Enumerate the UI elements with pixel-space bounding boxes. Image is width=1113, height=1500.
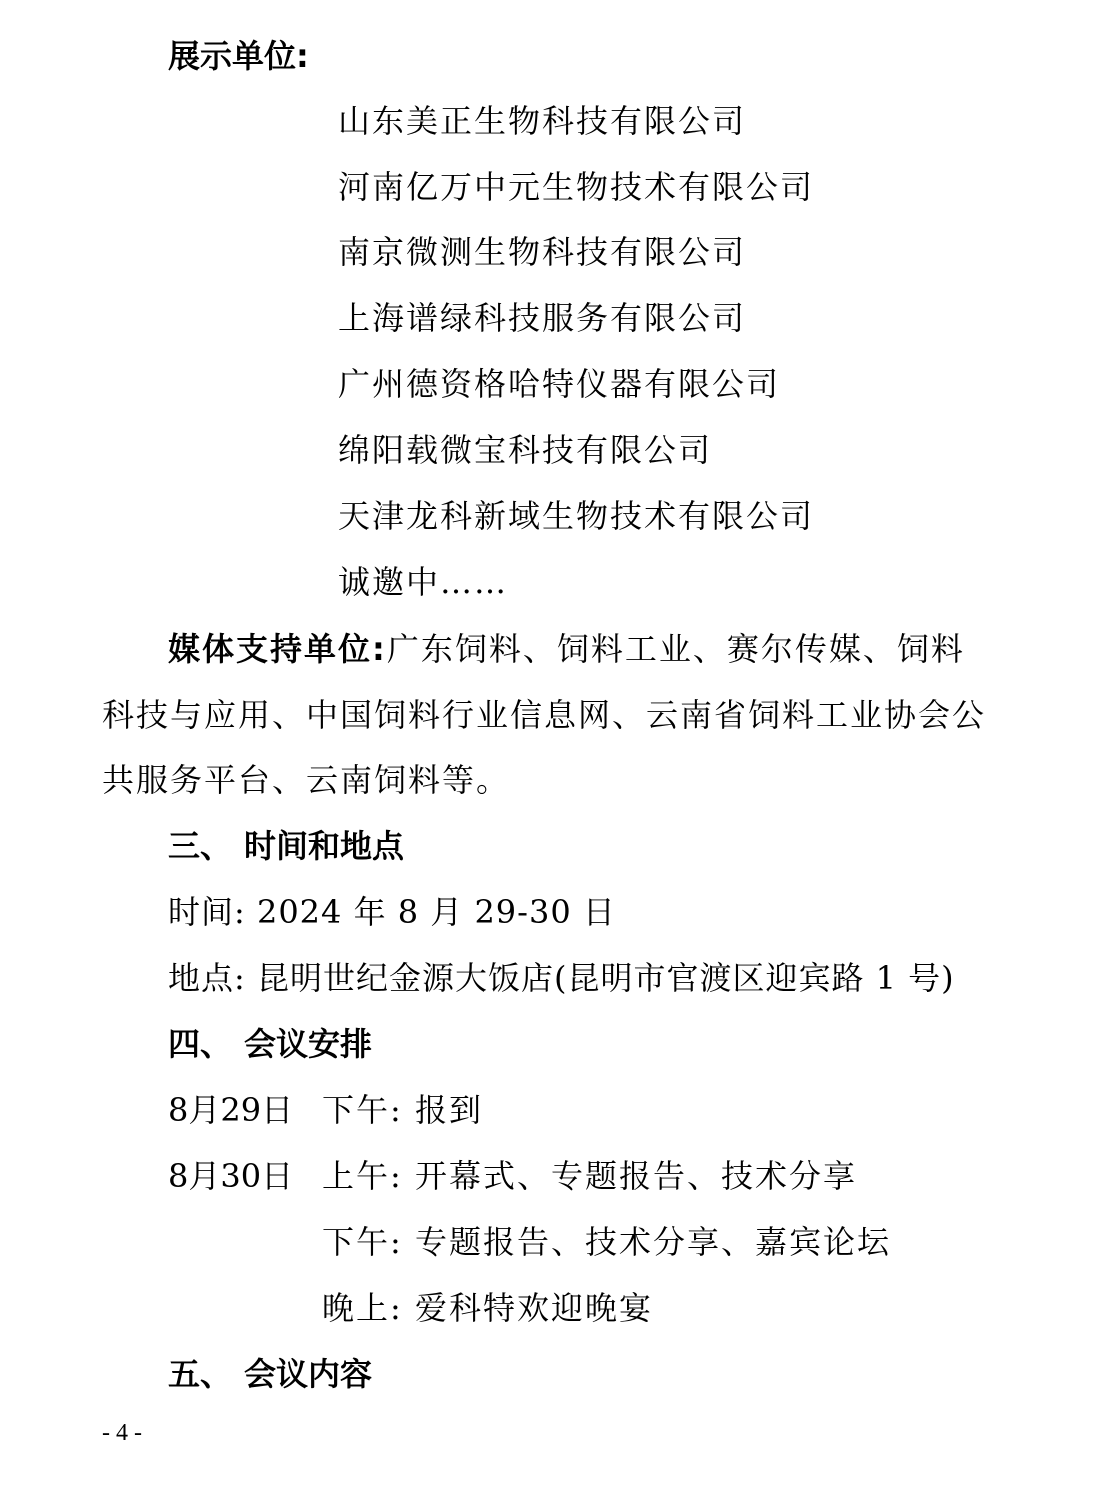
schedule-date-day1: 8月29日 bbox=[168, 1091, 294, 1129]
section-3-heading bbox=[168, 826, 404, 866]
exhibitor-item: 山东美正生物科技有限公司 bbox=[338, 102, 747, 140]
schedule-day2-morning: 上午: 开幕式、专题报告、技术分享 bbox=[322, 1157, 857, 1195]
exhibitor-item: 南京微测生物科技有限公司 bbox=[338, 233, 747, 271]
exhibitor-item: 绵阳载微宝科技有限公司 bbox=[338, 431, 713, 469]
exhibitor-item: 广州德资格哈特仪器有限公司 bbox=[338, 365, 781, 403]
section-5-heading bbox=[168, 1354, 372, 1394]
section-3-number: 三、 bbox=[168, 827, 233, 865]
exhibitors-heading: 展示单位: bbox=[168, 37, 309, 75]
media-list-part-1: 广东饲料、饲料工业、赛尔传媒、饲料 bbox=[386, 630, 965, 668]
meeting-time: 时间: 2024 年 8 月 29-30 日 bbox=[168, 893, 616, 931]
media-paragraph-line-3: 共服务平台、云南饲料等。 bbox=[102, 761, 511, 799]
exhibitor-item: 诚邀中…… bbox=[338, 563, 509, 601]
schedule-day1-afternoon: 下午: 报到 bbox=[322, 1091, 483, 1129]
exhibitor-item: 上海谱绿科技服务有限公司 bbox=[338, 299, 747, 337]
section-3-title: 时间和地点 bbox=[244, 827, 405, 865]
page-number: - 4 - bbox=[102, 1420, 142, 1446]
media-paragraph-line-2: 科技与应用、中国饲料行业信息网、云南省饲料工业协会公 bbox=[102, 696, 987, 734]
section-5-title: 会议内容 bbox=[244, 1355, 373, 1393]
section-5-number: 五、 bbox=[168, 1355, 233, 1393]
media-paragraph-line-1 bbox=[168, 629, 965, 669]
exhibitor-item: 天津龙科新域生物技术有限公司 bbox=[338, 497, 815, 535]
section-4-heading bbox=[168, 1024, 372, 1064]
meeting-location: 地点: 昆明世纪金源大饭店(昆明市官渡区迎宾路 1 号) bbox=[168, 959, 955, 997]
schedule-day2-evening: 晚上: 爱科特欢迎晚宴 bbox=[322, 1289, 653, 1327]
media-heading: 媒体支持单位: bbox=[168, 630, 387, 668]
section-4-number: 四、 bbox=[168, 1025, 233, 1063]
schedule-day2-afternoon: 下午: 专题报告、技术分享、嘉宾论坛 bbox=[322, 1223, 891, 1261]
section-4-title: 会议安排 bbox=[244, 1025, 373, 1063]
exhibitor-item: 河南亿万中元生物技术有限公司 bbox=[338, 168, 815, 206]
schedule-date-day2: 8月30日 bbox=[168, 1157, 294, 1195]
